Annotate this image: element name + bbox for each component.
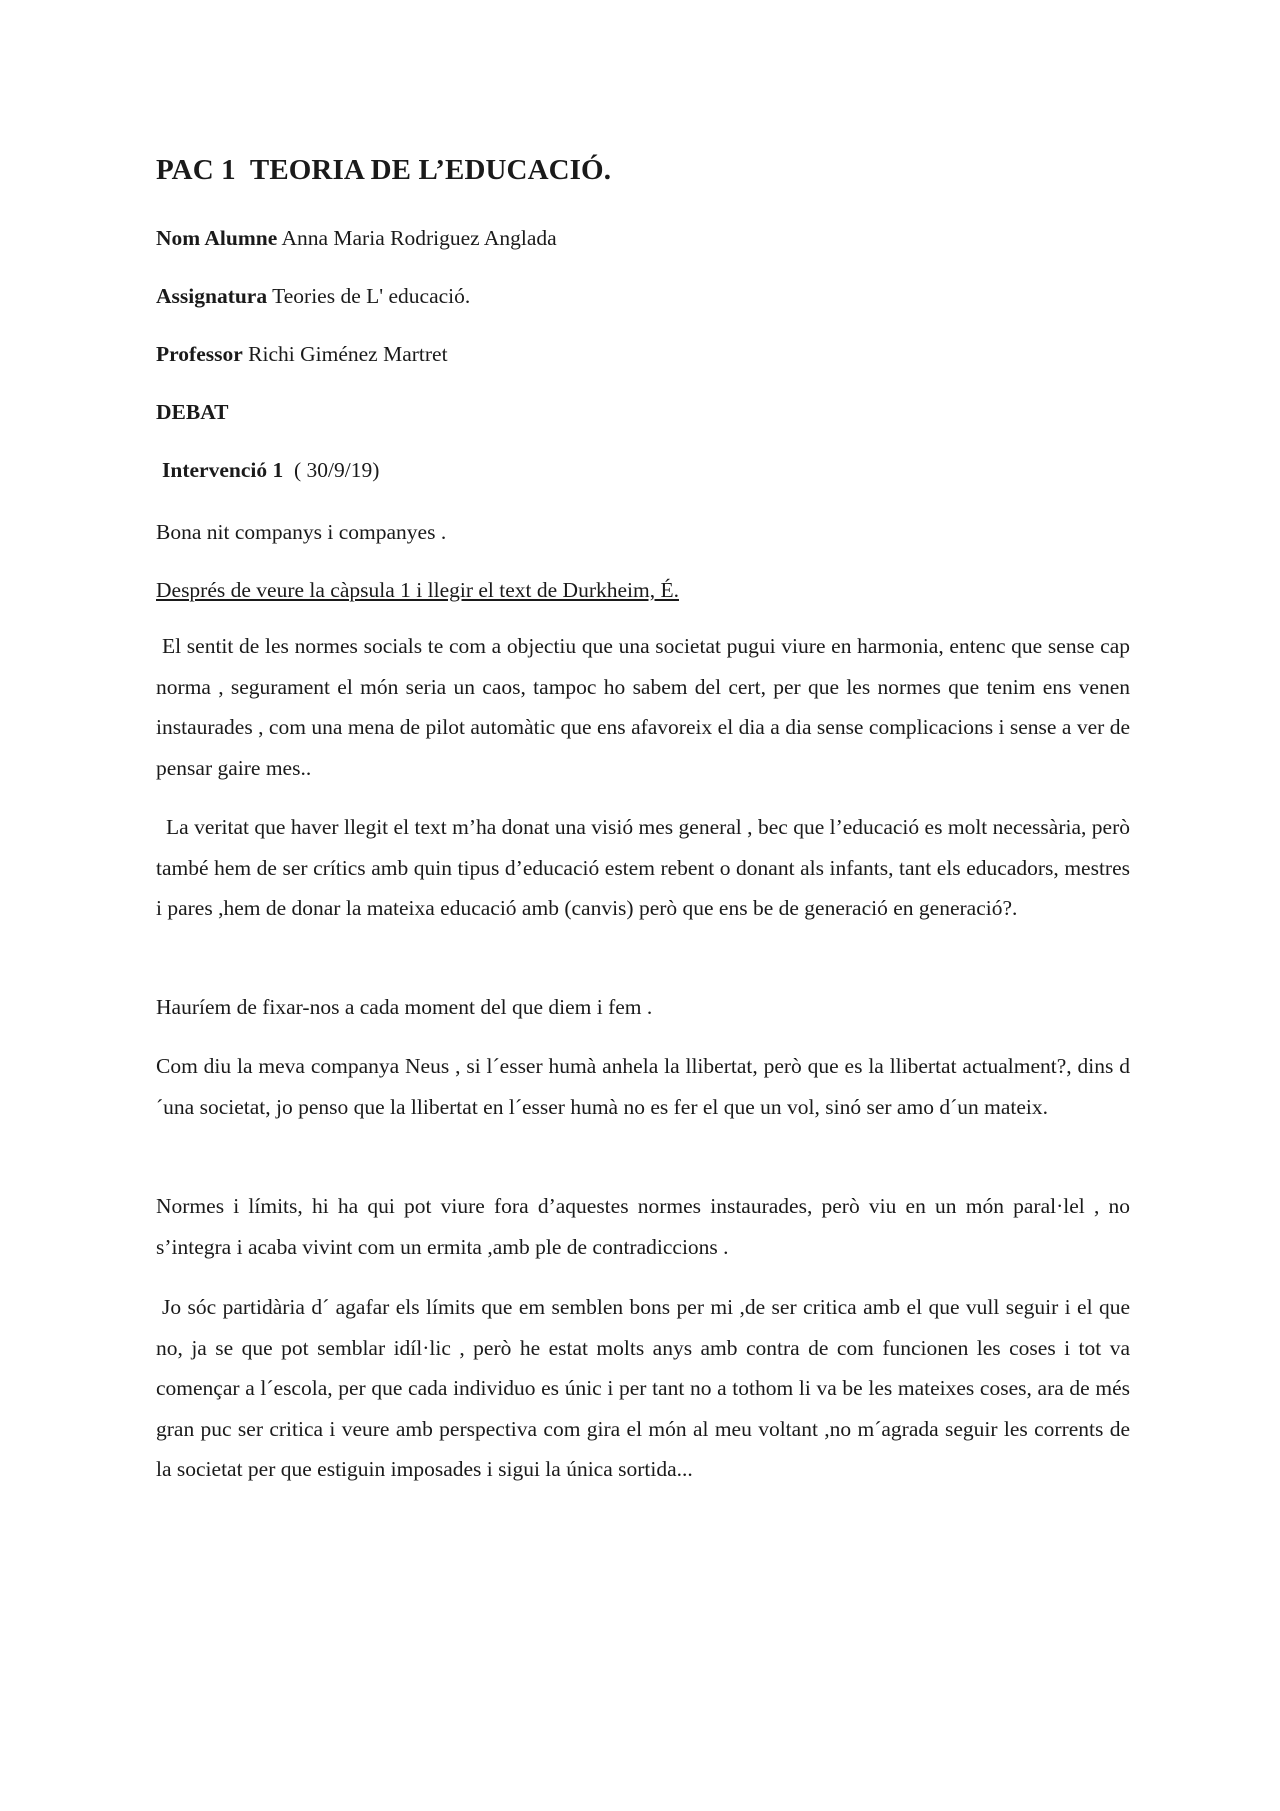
student-name-line	[156, 226, 557, 251]
paragraph: Com diu la meva companya Neus , si l´esser humà anhela la llibertat, però que es la llibertat actualment?, dins d´una societat, jo penso que la llibertat en l´esser humà no es fer el que un vol, sinó ser amo d´un mateix.	[156, 1054, 1130, 1119]
reference-line: Després de veure la càpsula 1 i llegir el text de Durkheim, É.	[156, 578, 679, 602]
document-title: PAC 1 TEORIA DE L’EDUCACIÓ.	[156, 154, 612, 186]
intervention-label: Intervenció 1	[162, 458, 284, 482]
intervention-line	[162, 458, 379, 483]
professor-line	[156, 342, 448, 367]
professor-value: Richi Giménez Martret	[248, 342, 448, 366]
intervention-date: ( 30/9/19)	[283, 458, 380, 482]
student-name-value: Anna Maria Rodriguez Anglada	[281, 226, 557, 250]
professor-label: Professor	[156, 342, 243, 366]
paragraph: Jo sóc partidària d´ agafar els límits que em semblen bons per mi ,de ser critica amb el que vull seguir i el que no, ja se que pot semblar idíl·lic , però he estat molts anys amb contra de com funcionen les coses i tot va començar a l´escola, per que cada individuo es únic i per tant no a tothom li va be les mateixes coses, ara de més gran puc ser critica i veure amb perspectiva com gira el món al meu voltant ,no m´agrada seguir les corrents de la societat per que estiguin imposades i sigui la única sortida...	[156, 1295, 1130, 1481]
paragraph: El sentit de les normes socials te com a objectiu que una societat pugui viure en harmonia, entenc que sense cap norma , segurament el món seria un caos, tampoc ho sabem del cert, per que les normes que tenim ens venen instaurades , com una mena de pilot automàtic que ens afavoreix el dia a dia sense complicacions i sense a ver de pensar gaire mes..	[156, 634, 1130, 780]
section-heading: DEBAT	[156, 400, 229, 424]
subject-line	[156, 284, 470, 309]
greeting: Bona nit companys i companyes .	[156, 520, 447, 544]
subject-label: Assignatura	[156, 284, 268, 308]
paragraph: La veritat que haver llegit el text m’ha donat una visió mes general , bec que l’educació es molt necessària, però també hem de ser crítics amb quin tipus d’educació estem rebent o donant als infants, tant els educadors, mestres i pares ,hem de donar la mateixa educació amb (canvis) però que ens be de generació en generació?.	[156, 815, 1130, 920]
subject-value: Teories de L' educació.	[272, 284, 471, 308]
student-name-label: Nom Alumne	[156, 226, 278, 250]
paragraph: Hauríem de fixar-nos a cada moment del que diem i fem .	[156, 995, 653, 1019]
paragraph: Normes i límits, hi ha qui pot viure fora d’aquestes normes instaurades, però viu en un món paral·lel , no s’integra i acaba vivint com un ermita ,amb ple de contradiccions .	[156, 1194, 1130, 1259]
